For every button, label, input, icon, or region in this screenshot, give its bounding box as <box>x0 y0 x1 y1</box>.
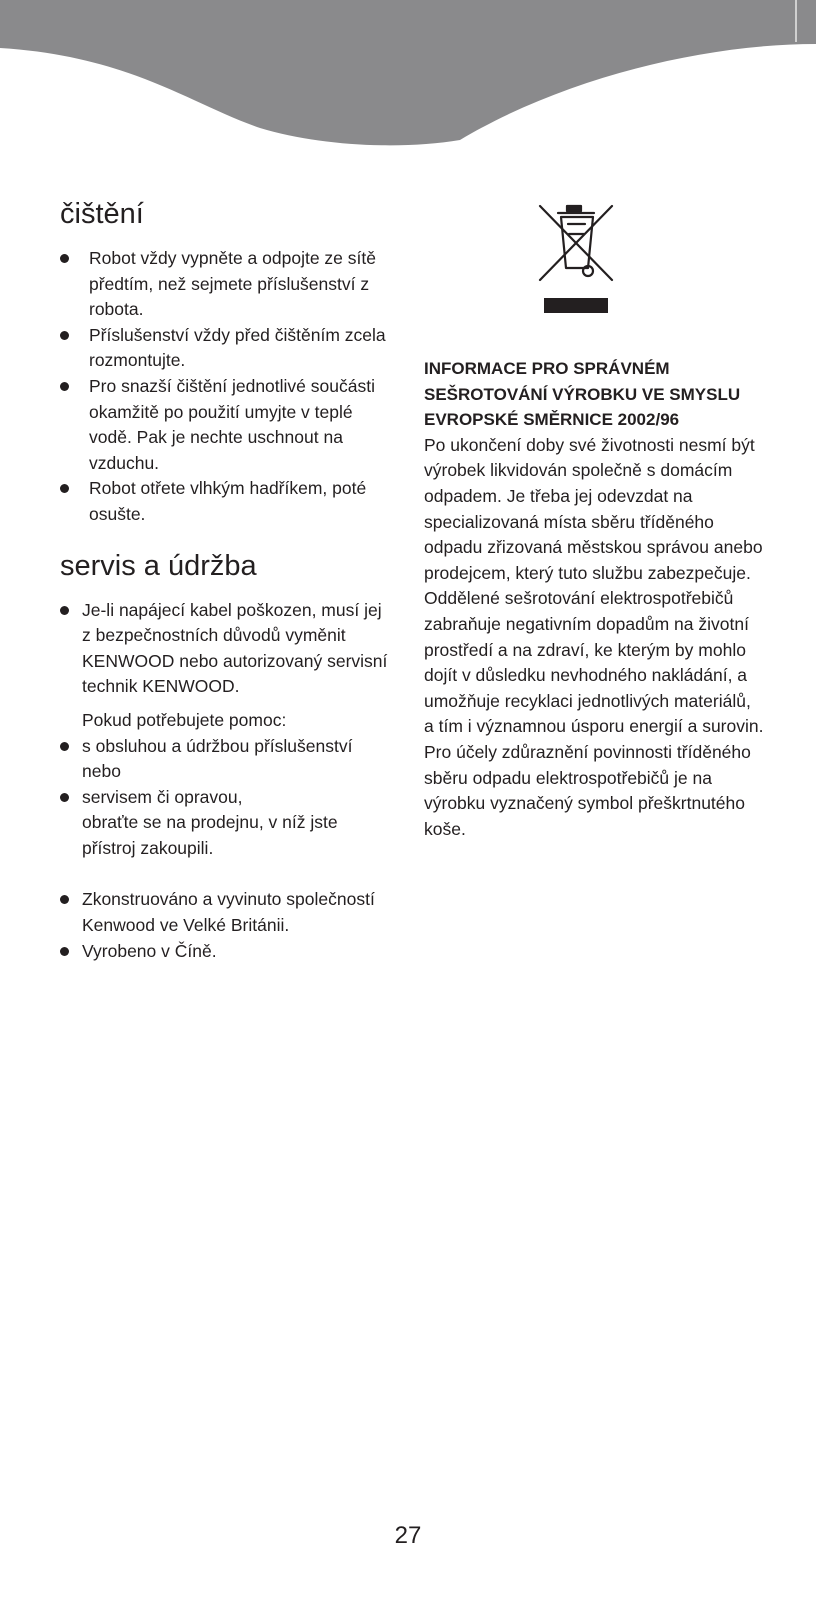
help-intro: Pokud potřebujete pomoc: <box>82 709 287 730</box>
list-item: Pro snazší čištění jednotlivé součásti okamžitě po použití umyjte v teplé vodě. Pak je nechte uschnout na vzduchu. <box>60 374 390 476</box>
origin-list <box>60 887 390 964</box>
service-list <box>60 598 390 700</box>
list-item: Robot vždy vypněte a odpojte ze sítě předtím, než sejmete příslušenství z robota. <box>60 246 390 323</box>
header-wave-band <box>0 0 816 150</box>
list-item: s obsluhou a údržbou příslušenství nebo <box>60 734 390 785</box>
list-item: Vyrobeno v Číně. <box>60 939 390 965</box>
weee-body: Po ukončení doby své životnosti nesmí být výrobek likvidován společně s domácím odpadem. Je třeba jej odevzdat na specializovaná místa sběru tříděného odpadu zřizovaná městskou správou anebo prodejcem, který tuto službu zabezpečuje. Oddělené sešrotování elektrospotřebičů zabraňuje negativním dopadům na životní prostředí a na zdraví, ke kterým by mohlo dojít v důsledku nevhodného nakládání, a umožňuje recyklaci jednotlivých materiálů, a tím i významnou úsporu energií a surovin. Pro účely zdůraznění povinnosti tříděného sběru odpadu elektrospotřebičů je na výrobku vyznačený symbol přeškrtnutého koše. <box>424 434 764 839</box>
weee-heading: INFORMACE PRO SPRÁVNÉM SEŠROTOVÁNÍ VÝROBKU VE SMYSLU EVROPSKÉ SMĚRNICE 2002/96 <box>424 359 741 430</box>
right-column <box>424 200 764 842</box>
cleaning-title: čištění <box>60 198 144 230</box>
list-item: Zkonstruováno a vyvinuto společností Kenwood ve Velké Británii. <box>60 887 390 938</box>
crossed-out-wheelie-bin-icon <box>536 200 616 316</box>
left-column <box>60 196 390 964</box>
list-item: Je-li napájecí kabel poškozen, musí jej z bezpečnostních důvodů vyměnit KENWOOD nebo autorizovaný servisní technik KENWOOD. <box>60 598 390 700</box>
cleaning-list <box>60 246 390 528</box>
help-outro: obraťte se na prodejnu, v níž jste přístroj zakoupili. <box>82 812 338 858</box>
page-number: 27 <box>394 1522 422 1549</box>
list-item: servisem či opravou, <box>60 785 390 811</box>
list-item: Robot otřete vlhkým hadříkem, poté osušte. <box>60 476 390 527</box>
service-title: servis a údržba <box>60 549 257 582</box>
help-list <box>60 734 390 811</box>
list-item: Příslušenství vždy před čištěním zcela rozmontujte. <box>60 323 390 374</box>
